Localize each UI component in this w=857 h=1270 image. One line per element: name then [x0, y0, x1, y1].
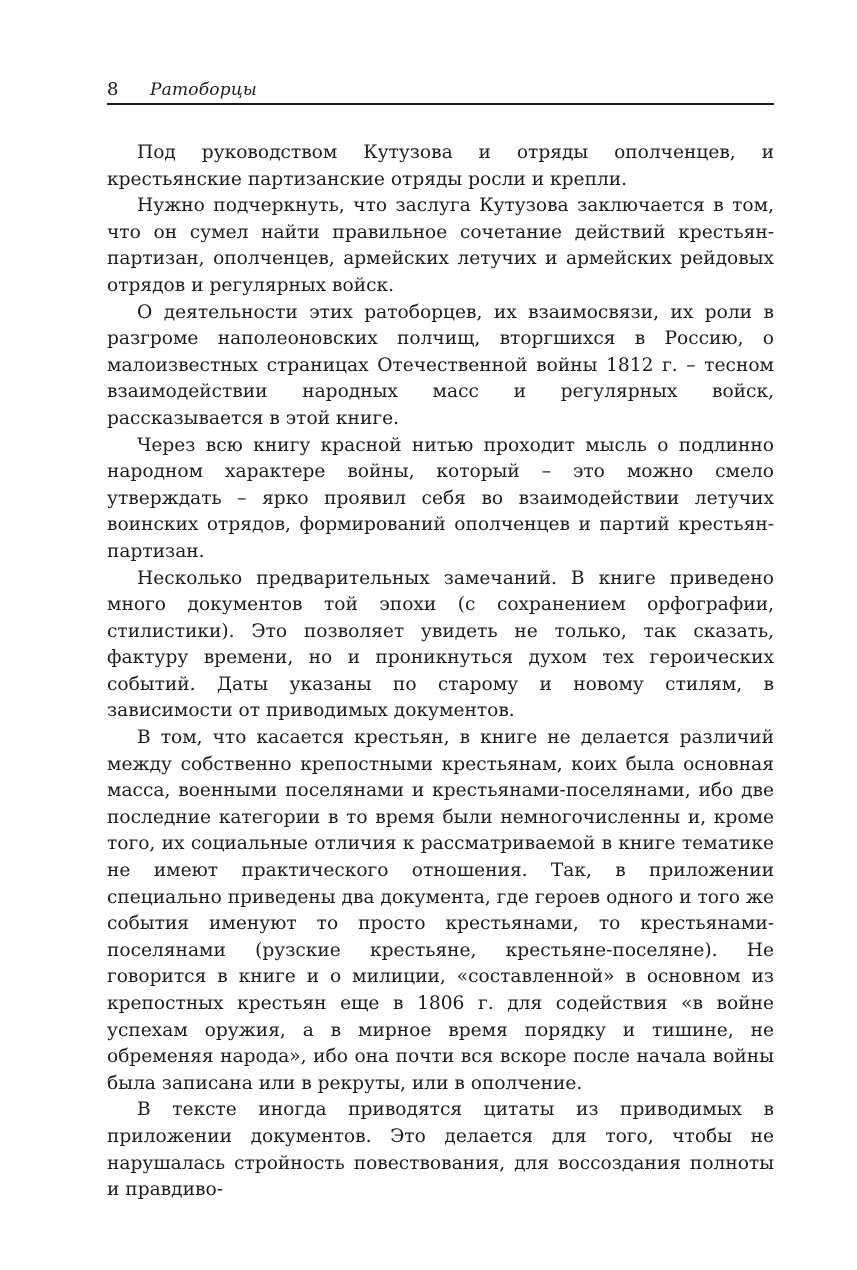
running-title: Ратоборцы: [150, 80, 257, 100]
page-number: 8: [107, 79, 119, 100]
paragraph-2: Нужно подчеркнуть, что заслуга Кутузова заключается в том, что он сумел найти правильное сочетание действий крестьян-партизан, ополченцев, армейских летучих и армейских рейдовых отрядов и регулярных войск.: [107, 195, 774, 296]
body-text: [107, 140, 774, 1204]
paragraph-7: В тексте иногда приводятся цитаты из приводимых в приложении документов. Это делается для того, чтобы не нарушалась стройность повествования, для воссоздания полноты и правдиво-: [107, 1099, 774, 1201]
paragraph-5: Несколько предварительных замечаний. В книге приведено много документов той эпохи (с сохранением орфографии, стилистики). Это позволяет увидеть не только, так сказать, фактуру времени, но и проникнуться духом тех героических событий. Даты указаны по старому и новому стилям, в зависимости от приводимых документов.: [107, 567, 774, 722]
paragraph-6: В том, что касается крестьян, в книге не делается различий между собственно крепостными крестьянам, коих была основная масса, военными поселянами и крестьянами-поселянами, ибо две последние категории в то время были немногочисленны и, кроме того, их социальные отличия к рассматриваемой в книге тематике не имеют практического отношения. Так, в приложении специально приведены два документа, где героев одного и того же события именуют то просто крестьянами, то крестьянами-поселянами (рузские крестьяне, крестьяне-поселяне). Не говорится в книге и о милиции, «составленной» в основном из крепостных крестьян еще в 1806 г. для содействия «в войне успехам оружия, а в мирное время порядку и тишине, не обременяя народа», ибо она почти вся вскоре после начала войны была записана или в рекруты, или в ополчение.: [107, 727, 774, 1094]
running-header: [107, 79, 774, 105]
paragraph-4: Через всю книгу красной нитью проходит мысль о подлинно народном характере войны, который – это можно смело утверждать – ярко проявил себя во взаимодействии летучих воинских отрядов, формирований ополченцев и партий крестьян-партизан.: [107, 434, 774, 562]
paragraph-1: Под руководством Кутузова и отряды ополченцев, и крестьянские партизанские отряды росли и крепли.: [107, 142, 774, 190]
paragraph-3: О деятельности этих ратоборцев, их взаимосвязи, их роли в разгроме наполеоновских полчищ, вторгшихся в Россию, о малоизвестных страницах Отечественной войны 1812 г. – тесном взаимодействии народных масс и регулярных войск, рассказывается в этой книге.: [107, 301, 774, 429]
